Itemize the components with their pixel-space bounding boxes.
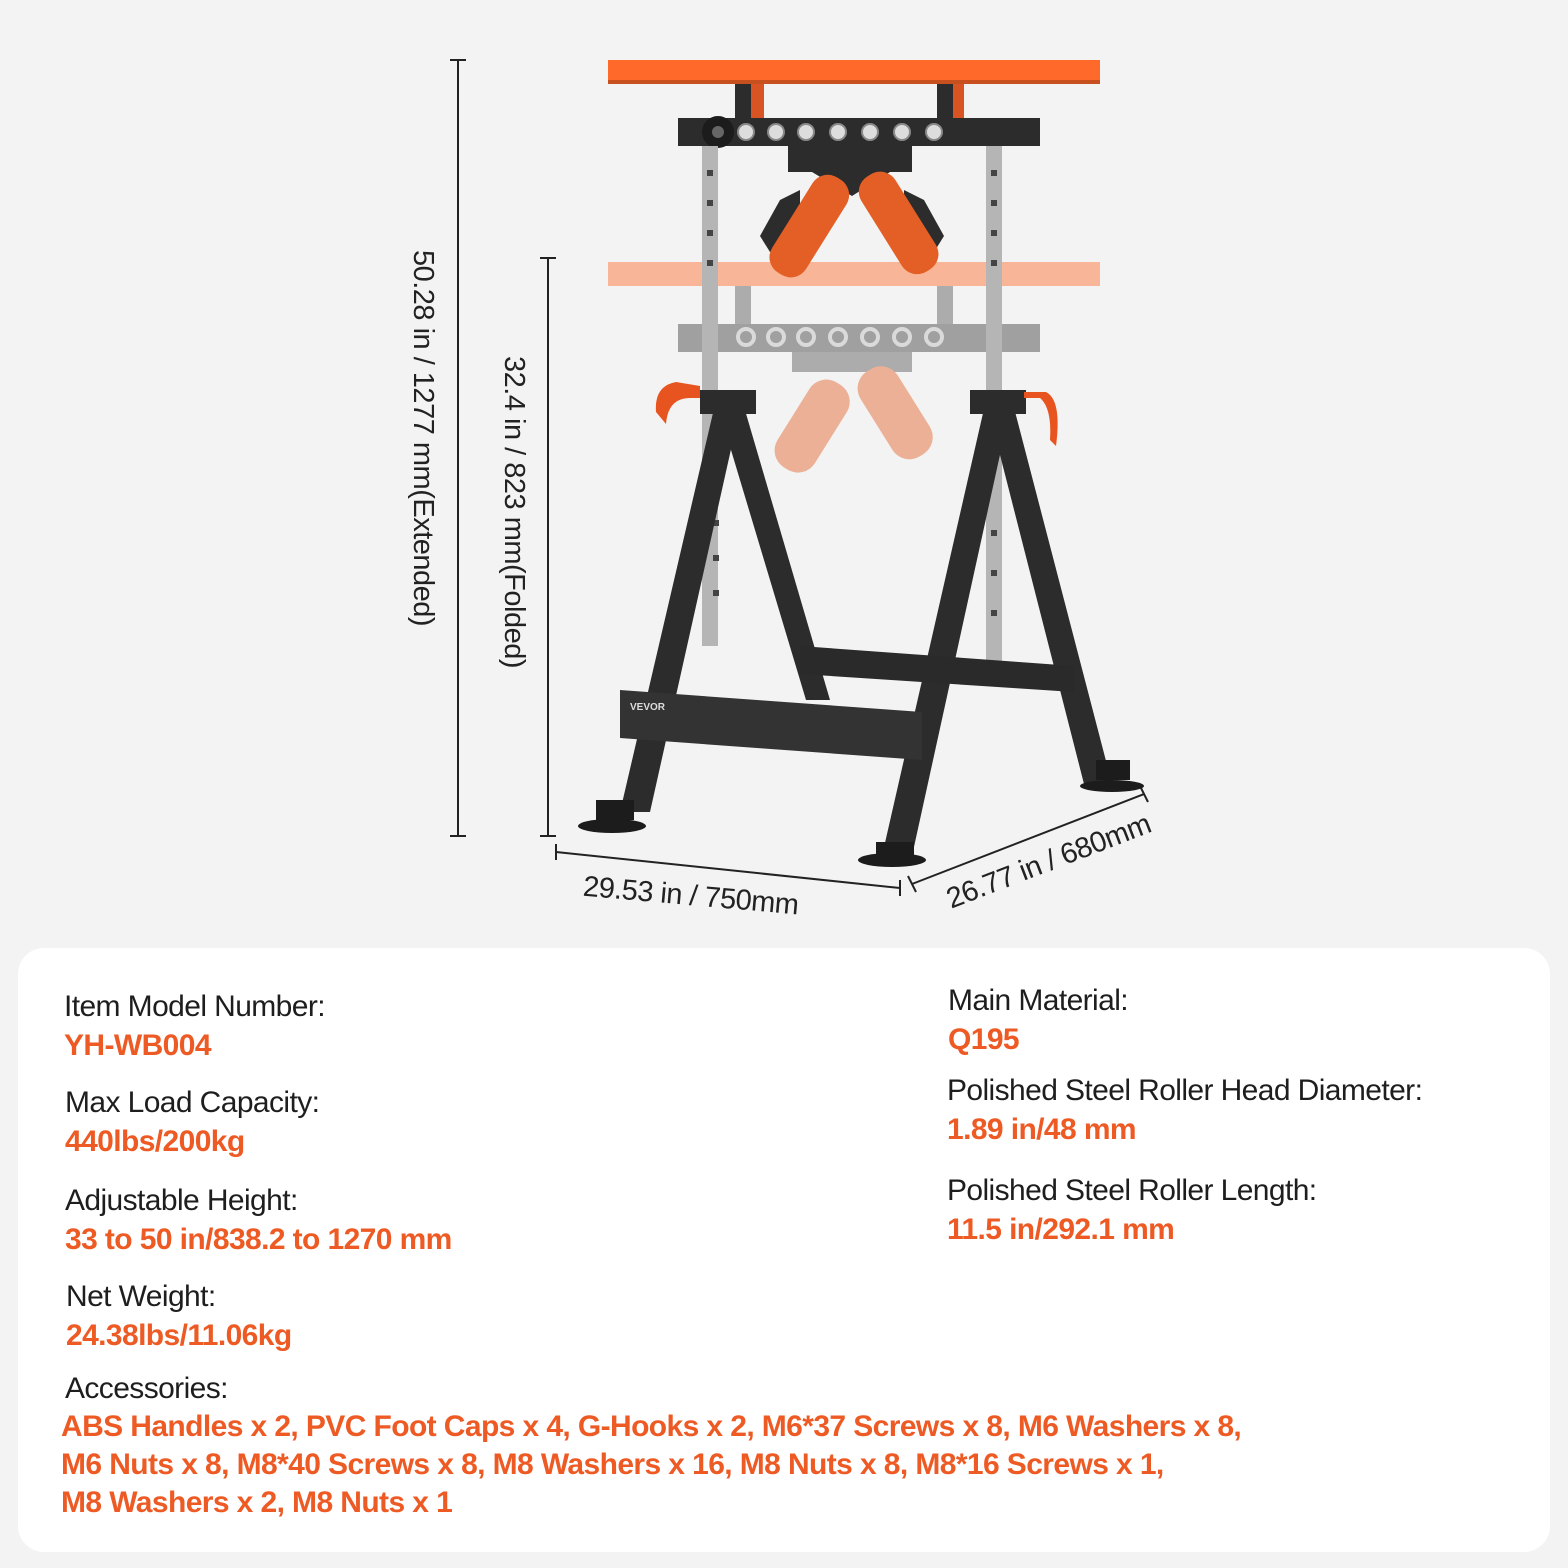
spec-roller-length [947, 1174, 1317, 1246]
extended-height-dimension [450, 60, 466, 836]
spec-roller-diameter-value: 1.89 in/48 mm [947, 1113, 1136, 1146]
brand-label: VEVOR [630, 702, 666, 713]
specification-panel [18, 948, 1550, 1552]
spec-roller-length-value: 11.5 in/292.1 mm [947, 1213, 1175, 1246]
folded-height-dimension [540, 258, 556, 836]
spec-height-value: 33 to 50 in/838.2 to 1270 mm [65, 1223, 452, 1256]
spec-weight [66, 1280, 292, 1352]
width-label: 29.53 in / 750mm [581, 870, 800, 922]
spec-weight-label: Net Weight: [66, 1280, 216, 1313]
spec-model [64, 990, 325, 1062]
spec-material [948, 984, 1128, 1056]
spec-model-label: Item Model Number: [64, 990, 325, 1023]
spec-roller-diameter-label: Polished Steel Roller Head Diameter: [947, 1074, 1423, 1107]
accessories-line: M6 Nuts x 8, M8*40 Screws x 8, M8 Washers x 16, M8 Nuts x 8, M8*16 Screws x 1, [61, 1448, 1164, 1481]
extended-height-label: 50.28 in / 1277 mm(Extended) [407, 249, 439, 627]
spec-roller-diameter [947, 1074, 1422, 1146]
spec-load [65, 1086, 319, 1158]
spec-material-label: Main Material: [948, 984, 1128, 1017]
spec-height [65, 1184, 452, 1256]
depth-label: 26.77 in / 680mm [942, 807, 1156, 916]
accessories-line: M8 Washers x 2, M8 Nuts x 1 [61, 1486, 453, 1519]
spec-load-label: Max Load Capacity: [65, 1086, 320, 1119]
folded-height-label: 32.4 in / 823 mm(Folded) [498, 356, 530, 668]
frame-legs [620, 390, 1112, 856]
spec-weight-value: 24.38lbs/11.06kg [66, 1319, 292, 1352]
spec-load-value: 440lbs/200kg [65, 1125, 245, 1158]
frame-crossbars [620, 646, 1074, 760]
tabletop [608, 60, 1100, 120]
spec-roller-length-label: Polished Steel Roller Length: [947, 1174, 1317, 1207]
spec-height-label: Adjustable Height: [65, 1184, 298, 1217]
spec-material-value: Q195 [948, 1023, 1019, 1056]
folded-position-ghost [608, 262, 1100, 480]
spec-model-value: YH-WB004 [64, 1029, 211, 1062]
accessories-label: Accessories: [65, 1372, 228, 1405]
accessories-line: ABS Handles x 2, PVC Foot Caps x 4, G-Hooks x 2, M6*37 Screws x 8, M6 Washers x 8, [61, 1410, 1242, 1443]
roller-crossbar [678, 116, 1040, 148]
